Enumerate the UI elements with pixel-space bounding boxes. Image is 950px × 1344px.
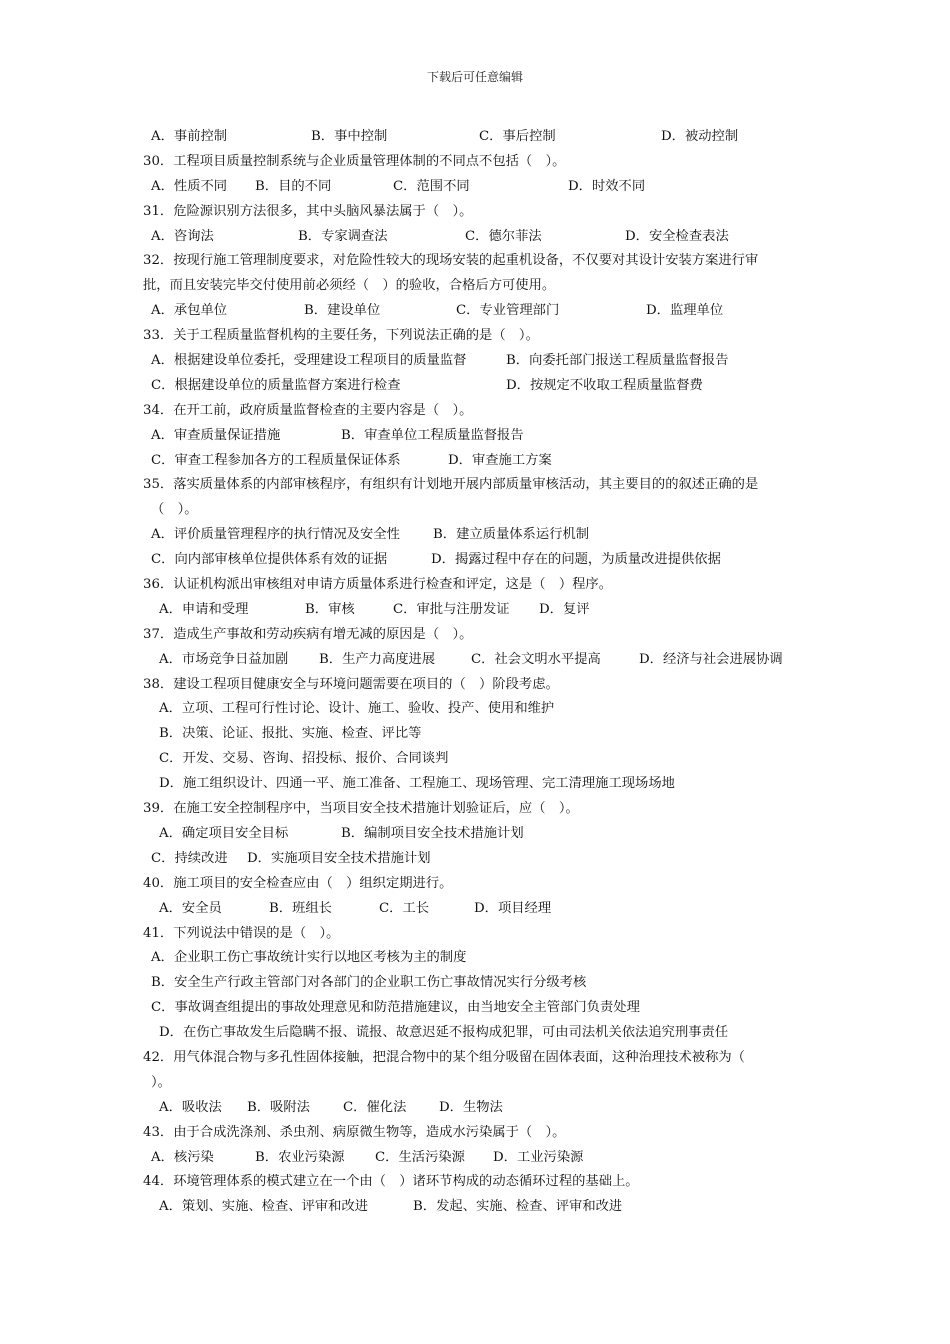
text-line: 38．建设工程项目健康安全与环境问题需要在项目的（ ）阶段考虑。: [143, 676, 559, 692]
answer-option: A．安全员: [159, 900, 222, 916]
answer-option: A．承包单位: [151, 303, 228, 319]
text-line: 33．关于工程质量监督机构的主要任务，下列说法正确的是（ ）。: [143, 328, 539, 344]
text-line: 30．工程项目质量控制系统与企业质量管理体制的不同点不包括（ ）。: [143, 153, 566, 169]
text-line: 32．按现行施工管理制度要求，对危险性较大的现场安装的起重机设备，不仅要对其设计安装方案进行审: [143, 253, 759, 269]
option-row: [143, 175, 813, 200]
answer-option: D．审查施工方案: [448, 452, 552, 468]
answer-option: C．专业管理部门: [456, 303, 560, 319]
answer-option: D．时效不同: [568, 178, 646, 194]
question-list: [143, 125, 813, 1220]
answer-option: D．生物法: [439, 1099, 503, 1115]
answer-option: B．目的不同: [255, 178, 332, 194]
answer-option: D．按规定不收取工程质量监督费: [506, 377, 703, 393]
answer-option: A．申请和受理: [159, 601, 249, 617]
answer-option: C．生活污染源: [375, 1149, 465, 1165]
text-line: A．企业职工伤亡事故统计实行以地区考核为主的制度: [151, 950, 467, 966]
option-row: [143, 299, 813, 324]
answer-option: A．性质不同: [151, 178, 228, 194]
answer-option: B．审核: [305, 601, 355, 617]
option-row: [143, 847, 813, 872]
answer-option: C．持续改进: [151, 850, 228, 866]
answer-option: D．工业污染源: [493, 1149, 584, 1165]
text-line: C．事故调查组提出的事故处理意见和防范措施建议，由当地安全主管部门负责处理: [151, 1000, 640, 1016]
answer-option: A．确定项目安全目标: [159, 825, 289, 841]
answer-option: A．根据建设单位委托，受理建设工程项目的质量监督: [151, 353, 467, 369]
answer-option: D．揭露过程中存在的问题，为质量改进提供依据: [431, 552, 721, 568]
answer-option: D．安全检查表法: [625, 228, 729, 244]
answer-option: C．社会文明水平提高: [471, 651, 601, 667]
answer-option: B．事中控制: [311, 129, 388, 144]
answer-option: B．农业污染源: [255, 1149, 345, 1165]
option-row: [143, 523, 813, 548]
answer-option: C．事后控制: [479, 129, 556, 144]
answer-option: D．监理单位: [646, 303, 724, 319]
option-row: [143, 648, 813, 673]
option-row: [143, 1146, 813, 1171]
answer-option: A．吸收法: [159, 1099, 222, 1115]
option-row: [143, 897, 813, 922]
text-line: C．开发、交易、咨询、招投标、报价、合同谈判: [159, 751, 449, 767]
option-row: [143, 424, 813, 449]
answer-option: A．评价质量管理程序的执行情况及安全性: [151, 527, 400, 543]
option-row: [143, 1096, 813, 1121]
text-line: 35．落实质量体系的内部审核程序，有组织有计划地开展内部质量审核活动，其主要目的的叙述正确的是: [143, 477, 759, 493]
answer-option: B．建立质量体系运行机制: [433, 527, 590, 543]
answer-option: A．策划、实施、检查、评审和改进: [159, 1199, 369, 1215]
answer-option: C．向内部审核单位提供体系有效的证据: [151, 552, 388, 568]
text-line: D．在伤亡事故发生后隐瞒不报、谎报、故意迟延不报构成犯罪，可由司法机关依法追究刑事责任: [159, 1025, 729, 1041]
answer-option: D．项目经理: [474, 900, 552, 916]
answer-option: B．吸附法: [247, 1099, 310, 1115]
text-line: B．决策、论证、报批、实施、检查、评比等: [159, 726, 422, 742]
option-row: [143, 548, 813, 573]
answer-option: C．范围不同: [393, 178, 470, 194]
answer-option: A．核污染: [151, 1149, 214, 1165]
text-line: 41．下列说法中错误的是（ ）。: [143, 925, 340, 941]
text-line: 34．在开工前，政府质量监督检查的主要内容是（ ）。: [143, 402, 473, 418]
option-row: [143, 822, 813, 847]
option-row: [143, 598, 813, 623]
answer-option: C．审查工程参加各方的工程质量保证体系: [151, 452, 401, 468]
answer-option: D．被动控制: [661, 129, 739, 144]
answer-option: C．德尔菲法: [465, 228, 542, 244]
answer-option: C．工长: [379, 900, 430, 916]
answer-option: C．审批与注册发证: [393, 601, 510, 617]
answer-option: B．审查单位工程质量监督报告: [341, 427, 524, 443]
text-line: 40．施工项目的安全检查应由（ ）组织定期进行。: [143, 875, 453, 891]
answer-option: B．向委托部门报送工程质量监督报告: [506, 353, 729, 369]
answer-option: D．经济与社会进展协调: [639, 651, 783, 667]
answer-option: B．班组长: [269, 900, 332, 916]
text-line: 31．危险源识别方法很多，其中头脑风暴法属于（ ）。: [143, 203, 473, 219]
text-line: 37．造成生产事故和劳动疾病有增无减的原因是（ ）。: [143, 626, 473, 642]
answer-option: B．专家调查法: [298, 228, 388, 244]
option-row: [143, 1195, 813, 1220]
answer-option: B．发起、实施、检查、评审和改进: [413, 1199, 623, 1215]
text-line: （ ）。: [151, 502, 198, 518]
answer-option: C．催化法: [343, 1099, 407, 1115]
answer-option: A．事前控制: [151, 129, 228, 144]
answer-option: A．市场竞争日益加剧: [159, 651, 289, 667]
option-row: [143, 225, 813, 250]
text-line: 42．用气体混合物与多孔性固体接触，把混合物中的某个组分吸留在固体表面，这种治理技术被称为（: [143, 1049, 745, 1065]
answer-option: B．建设单位: [304, 303, 381, 319]
text-line: B．安全生产行政主管部门对各部门的企业职工伤亡事故情况实行分级考核: [151, 975, 587, 991]
answer-option: A．咨询法: [151, 228, 214, 244]
text-line: 36．认证机构派出审核组对申请方质量体系进行检查和评定，这是（ ）程序。: [143, 577, 613, 593]
answer-option: D．复评: [539, 601, 590, 617]
text-line: 39．在施工安全控制程序中，当项目安全技术措施计划验证后，应（ ）。: [143, 801, 579, 817]
text-line: 批，而且安装完毕交付使用前必须经（ ）的验收，合格后方可使用。: [143, 278, 556, 294]
answer-option: B．编制项目安全技术措施计划: [341, 825, 524, 841]
text-line: A．立项、工程可行性讨论、设计、施工、验收、投产、使用和维护: [159, 701, 555, 717]
answer-option: D．实施项目安全技术措施计划: [247, 850, 431, 866]
option-row: [143, 374, 813, 399]
text-line: 44．环境管理体系的模式建立在一个由（ ）诸环节构成的动态循环过程的基础上。: [143, 1174, 639, 1190]
option-row: [143, 449, 813, 474]
text-line: D．施工组织设计、四通一平、施工准备、工程施工、现场管理、完工清理施工现场场地: [159, 776, 675, 792]
answer-option: A．审查质量保证措施: [151, 427, 281, 443]
answer-option: C．根据建设单位的质量监督方案进行检查: [151, 377, 401, 393]
text-line: 43．由于合成洗涤剂、杀虫剂、病原微生物等，造成水污染属于（ ）。: [143, 1124, 566, 1140]
text-line: ）。: [151, 1074, 171, 1090]
option-row: [143, 349, 813, 374]
page-header: 下载后可任意编辑: [426, 70, 523, 84]
option-row: [143, 125, 813, 150]
answer-option: B．生产力高度进展: [319, 651, 436, 667]
